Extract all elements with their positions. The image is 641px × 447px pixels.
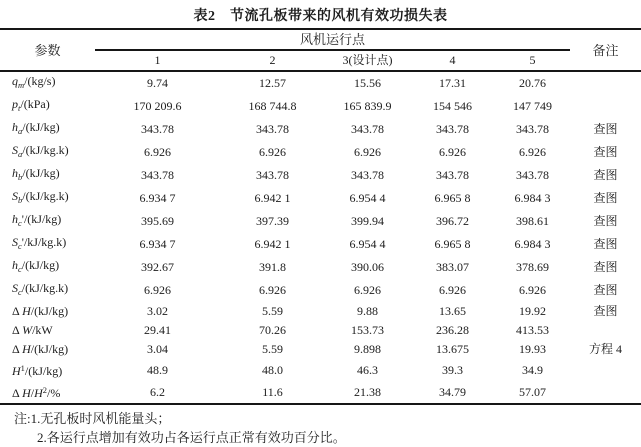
cell-value: 9.88 (357, 304, 378, 318)
cell-value: 6.926 (439, 145, 466, 159)
table-row (0, 71, 641, 95)
cell-value: 19.92 (519, 304, 546, 318)
cell-value: 6.926 (439, 283, 466, 297)
cell-value: 343.78 (436, 168, 469, 182)
cell-value: 9.898 (354, 342, 381, 356)
row-remark (570, 95, 641, 118)
row-remark: 查图 (593, 260, 618, 274)
footnote-2: 2.各运行点增加有效功占各运行点正常有效功百分比。 (37, 430, 346, 445)
cell-value: 6.954 4 (349, 237, 386, 251)
row-label: Δ $H/H^2/\%$ (12, 385, 61, 400)
cell-value: 13.65 (439, 304, 466, 318)
cell-value: 20.76 (519, 76, 546, 90)
row-remark: 查图 (593, 214, 618, 228)
table-body (0, 71, 641, 404)
cell-value: 6.926 (519, 145, 546, 159)
row-label: $h_b/(kJ/kg)$ (12, 166, 60, 182)
cell-value: 46.3 (357, 362, 378, 377)
cell-value: 236.28 (436, 323, 469, 337)
cell-value: 6.2 (150, 384, 165, 399)
cell-value: 147 749 (513, 99, 552, 113)
table-row (0, 95, 641, 118)
cell-value: 48.9 (147, 362, 168, 377)
row-remark: 查图 (593, 304, 618, 318)
cell-value: 6.926 (259, 283, 286, 297)
cell-value: 398.61 (516, 214, 549, 228)
table-row (0, 302, 641, 321)
table-row (0, 256, 641, 279)
col-header-3: 3(设计点) (325, 50, 410, 71)
col-header-2: 2 (220, 50, 325, 71)
row-remark: 方程 4 (589, 342, 623, 356)
cell-value: 392.67 (141, 260, 174, 274)
cell-value: 3.04 (147, 342, 168, 356)
cell-value: 6.934 7 (139, 237, 176, 251)
cell-value: 154 546 (433, 99, 472, 113)
table-title: 表2 节流孔板带来的风机有效功损失表 (193, 9, 448, 24)
cell-value: 165 839.9 (343, 99, 392, 113)
row-label: $h_c'/(kJ/kg)$ (12, 212, 62, 228)
col-header-5: 5 (495, 50, 570, 71)
cell-value: 17.31 (439, 76, 466, 90)
table-row (0, 381, 641, 404)
cell-value: 6.926 (354, 145, 381, 159)
col-header-4: 4 (410, 50, 495, 71)
cell-value: 6.926 (519, 283, 546, 297)
cell-value: 6.942 1 (254, 237, 291, 251)
cell-value: 3.02 (147, 304, 168, 318)
header-remark: 备注 (570, 29, 641, 71)
row-label: $h_a/(kJ/kg)$ (12, 120, 60, 136)
table-row (0, 233, 641, 256)
cell-value: 57.07 (519, 384, 546, 399)
table-row (0, 321, 641, 340)
cell-value: 170 209.6 (133, 99, 182, 113)
cell-value: 343.78 (141, 122, 174, 136)
cell-value: 343.78 (256, 168, 289, 182)
cell-value: 343.78 (256, 122, 289, 136)
table-row (0, 187, 641, 210)
cell-value: 343.78 (351, 122, 384, 136)
row-remark (570, 359, 641, 381)
footnotes (0, 405, 641, 447)
row-label: $H^1/(kJ/kg)$ (12, 363, 63, 378)
cell-value: 11.6 (262, 384, 283, 399)
row-remark (570, 71, 641, 95)
table-row (0, 359, 641, 381)
cell-value: 13.675 (436, 342, 469, 356)
row-remark: 查图 (593, 191, 618, 205)
row-label: $S_a/(kJ/kg.k)$ (12, 143, 69, 159)
row-label: Δ H/(kJ/kg) (12, 304, 69, 318)
cell-value: 343.78 (141, 168, 174, 182)
cell-value: 70.26 (259, 323, 286, 337)
cell-value: 6.926 (259, 145, 286, 159)
cell-value: 378.69 (516, 260, 549, 274)
cell-value: 343.78 (516, 122, 549, 136)
cell-value: 6.942 1 (254, 191, 291, 205)
table-row (0, 118, 641, 141)
cell-value: 6.934 7 (139, 191, 176, 205)
row-remark: 查图 (593, 122, 618, 136)
cell-value: 6.965 8 (434, 191, 471, 205)
row-label: Δ H/(kJ/kg) (12, 342, 69, 356)
header-operating-points: 风机运行点 (95, 29, 570, 50)
cell-value: 396.72 (436, 214, 469, 228)
row-remark (570, 321, 641, 340)
subheader-row (0, 50, 641, 71)
cell-value: 19.93 (519, 342, 546, 356)
row-label: $S_c/(kJ/kg.k)$ (12, 281, 69, 297)
row-label: $q_m/(kg/s)$ (12, 74, 56, 90)
data-table (0, 28, 641, 405)
cell-value: 34.79 (439, 384, 466, 399)
cell-value: 15.56 (354, 76, 381, 90)
cell-value: 390.06 (351, 260, 384, 274)
cell-value: 343.78 (351, 168, 384, 182)
table-row (0, 141, 641, 164)
cell-value: 413.53 (516, 323, 549, 337)
table-row (0, 279, 641, 302)
table-header (0, 29, 641, 71)
cell-value: 9.74 (147, 76, 168, 90)
cell-value: 6.954 4 (349, 191, 386, 205)
cell-value: 6.965 8 (434, 237, 471, 251)
cell-value: 6.926 (144, 145, 171, 159)
cell-value: 12.57 (259, 76, 286, 90)
cell-value: 6.984 3 (514, 191, 551, 205)
row-remark: 查图 (593, 237, 618, 251)
cell-value: 395.69 (141, 214, 174, 228)
row-label: $S_c'/kJ/kg.k$) (12, 235, 67, 251)
table-row (0, 210, 641, 233)
col-header-1: 1 (95, 50, 220, 71)
row-remark: 查图 (593, 168, 618, 182)
cell-value: 6.926 (354, 283, 381, 297)
cell-value: 383.07 (436, 260, 469, 274)
row-label: Δ W/kW (12, 323, 53, 337)
row-label: $p_t/(kPa)$ (12, 97, 50, 113)
row-remark (570, 381, 641, 404)
cell-value: 21.38 (354, 384, 381, 399)
header-row-group (0, 29, 641, 50)
cell-value: 5.59 (262, 304, 283, 318)
footnote-1: 注:1.无孔板时风机能量头； (14, 411, 171, 426)
cell-value: 39.3 (442, 362, 463, 377)
cell-value: 6.984 3 (514, 237, 551, 251)
cell-value: 5.59 (262, 342, 283, 356)
row-remark: 查图 (593, 283, 618, 297)
cell-value: 48.0 (262, 362, 283, 377)
row-remark: 查图 (593, 145, 618, 159)
cell-value: 343.78 (516, 168, 549, 182)
cell-value: 34.9 (522, 362, 543, 377)
row-label: $S_b/(kJ/kg.k)$ (12, 189, 69, 205)
cell-value: 153.73 (351, 323, 384, 337)
cell-value: 399.94 (351, 214, 384, 228)
cell-value: 168 744.8 (248, 99, 297, 113)
table-row (0, 164, 641, 187)
cell-value: 6.926 (144, 283, 171, 297)
cell-value: 29.41 (144, 323, 171, 337)
cell-value: 391.8 (259, 260, 286, 274)
header-param: 参数 (0, 29, 95, 71)
row-label: $h_c/(kJ/kg)$ (12, 258, 60, 274)
table-row (0, 340, 641, 359)
cell-value: 397.39 (256, 214, 289, 228)
cell-value: 343.78 (436, 122, 469, 136)
